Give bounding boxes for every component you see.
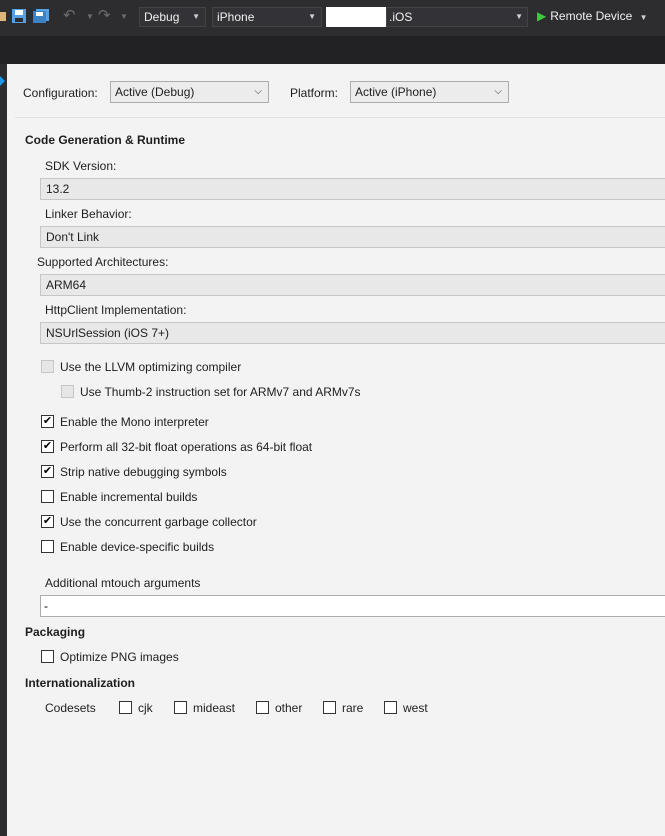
llvm-checkbox[interactable]	[41, 360, 54, 373]
run-button[interactable]	[537, 9, 648, 23]
solution-configuration-value: Debug	[144, 10, 180, 24]
codeset-rare-checkbox[interactable]	[323, 701, 336, 714]
startup-project-select[interactable]	[386, 7, 528, 27]
toolbar	[0, 0, 665, 36]
configuration-value: Active (Debug)	[115, 85, 195, 99]
supported-architectures-select[interactable]	[40, 274, 665, 296]
platform-select[interactable]	[350, 81, 509, 103]
llvm-checkbox-label: Use the LLVM optimizing compiler	[60, 360, 242, 374]
device-specific-builds-checkbox[interactable]	[41, 540, 54, 553]
codeset-west-checkbox[interactable]	[384, 701, 397, 714]
float64-checkbox[interactable]: ✔	[42, 440, 53, 452]
strip-symbols-label: Strip native debugging symbols	[60, 465, 227, 479]
codeset-cjk-checkbox[interactable]	[119, 701, 132, 714]
mtouch-args-value: -	[44, 599, 48, 613]
project-name-redacted	[326, 7, 388, 27]
sdk-version-select[interactable]	[40, 178, 665, 200]
redo-dropdown-icon[interactable]: ▼	[120, 12, 128, 21]
mono-interpreter-label: Enable the Mono interpreter	[60, 415, 209, 429]
divider	[15, 117, 665, 118]
document-tab-strip	[0, 36, 665, 64]
mtouch-args-input[interactable]	[40, 595, 665, 617]
folder-icon[interactable]	[0, 9, 6, 25]
thumb2-checkbox[interactable]	[61, 385, 74, 398]
platform-value: Active (iPhone)	[355, 85, 437, 99]
codesets-label: Codesets	[45, 701, 96, 715]
supported-architectures-label: Supported Architectures:	[37, 255, 169, 269]
startup-project-value: .iOS	[389, 10, 413, 24]
optimize-png-checkbox[interactable]	[41, 650, 54, 663]
internationalization-header: Internationalization	[25, 676, 136, 690]
incremental-builds-label: Enable incremental builds	[60, 490, 198, 504]
float64-label: Perform all 32-bit float operations as 64-bit float	[60, 440, 313, 454]
optimize-png-label: Optimize PNG images	[60, 650, 179, 664]
active-indicator-icon	[0, 76, 5, 86]
chevron-down-icon: ▼	[308, 12, 316, 21]
supported-architectures-value: ARM64	[46, 278, 87, 292]
mono-interpreter-checkbox[interactable]: ✔	[42, 415, 53, 427]
incremental-builds-checkbox[interactable]	[41, 490, 54, 503]
httpclient-select[interactable]	[40, 322, 665, 344]
codeset-other-label: other	[275, 701, 303, 715]
mtouch-args-label: Additional mtouch arguments	[45, 576, 201, 590]
chevron-down-icon: ⌵	[254, 86, 262, 97]
codeset-cjk-label: cjk	[138, 701, 153, 715]
codeset-west-label: west	[403, 701, 428, 715]
httpclient-label: HttpClient Implementation:	[45, 303, 187, 317]
linker-behavior-label: Linker Behavior:	[45, 207, 132, 221]
concurrent-gc-label: Use the concurrent garbage collector	[60, 515, 257, 529]
device-select[interactable]	[212, 7, 322, 27]
save-all-icon[interactable]	[33, 9, 49, 25]
codeset-other-checkbox[interactable]	[256, 701, 269, 714]
platform-label: Platform:	[290, 86, 339, 100]
codeset-mideast-label: mideast	[193, 701, 236, 715]
chevron-down-icon: ▼	[515, 12, 523, 21]
code-generation-header: Code Generation & Runtime	[25, 133, 186, 147]
codeset-mideast-checkbox[interactable]	[174, 701, 187, 714]
save-icon[interactable]	[12, 9, 26, 25]
undo-dropdown-icon[interactable]: ▼	[86, 12, 94, 21]
run-target-label: Remote Device	[550, 9, 633, 23]
chevron-down-icon: ▼	[192, 12, 200, 21]
codeset-rare-label: rare	[342, 701, 364, 715]
linker-behavior-select[interactable]	[40, 226, 665, 248]
left-gutter	[0, 64, 7, 836]
device-specific-builds-label: Enable device-specific builds	[60, 540, 215, 554]
configuration-label: Configuration:	[23, 86, 98, 100]
redo-icon[interactable]: ↷	[98, 7, 111, 24]
configuration-select[interactable]	[110, 81, 269, 103]
play-icon: ▶	[537, 9, 547, 23]
linker-behavior-value: Don't Link	[46, 230, 99, 244]
concurrent-gc-checkbox[interactable]: ✔	[42, 515, 53, 527]
sdk-version-value: 13.2	[46, 182, 70, 196]
packaging-header: Packaging	[25, 625, 86, 639]
device-value: iPhone	[217, 10, 255, 24]
ios-build-properties-panel	[7, 64, 665, 836]
chevron-down-icon[interactable]: ▼	[639, 13, 648, 22]
solution-configuration-select[interactable]	[139, 7, 206, 27]
sdk-version-label: SDK Version:	[45, 159, 117, 173]
undo-icon[interactable]: ↶	[63, 7, 76, 24]
thumb2-checkbox-label: Use Thumb-2 instruction set for ARMv7 and ARMv7s	[80, 385, 361, 399]
strip-symbols-checkbox[interactable]: ✔	[42, 465, 53, 477]
httpclient-value: NSUrlSession (iOS 7+)	[46, 326, 170, 340]
chevron-down-icon: ⌵	[494, 86, 502, 97]
